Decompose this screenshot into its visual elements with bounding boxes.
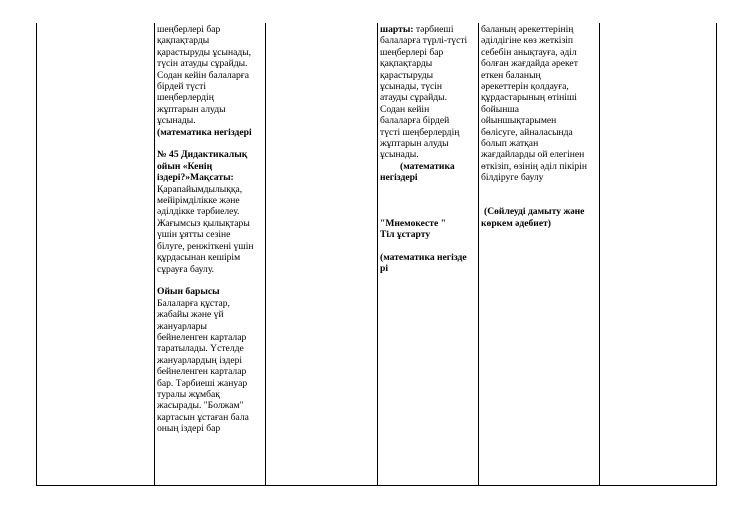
text-line: құрдасынан кешірім <box>157 252 241 264</box>
text-line: балаларға түрлі-түсті <box>380 35 468 47</box>
text-line: Жағымсыз қылықтары <box>157 217 250 229</box>
text-line: шеңберлері бар <box>380 46 444 58</box>
text-line: ойыншықтарымен <box>481 115 557 127</box>
text-line: түсті шеңберлердің <box>380 126 460 138</box>
text-line: бірдей түсті <box>157 81 206 93</box>
activity-cell-right <box>481 24 599 229</box>
text-line: Содан кейін <box>380 103 430 115</box>
text-line: бөлісуге, айналасында <box>481 126 573 138</box>
text-line: баланың әрекеттерінің <box>481 24 574 35</box>
subject-label: көркем әдебиет) <box>481 217 551 229</box>
text-line: түсін атауды сұрайды. <box>157 58 248 70</box>
text-line: білдіруге баулу <box>481 172 544 184</box>
text-line: бейнеленген карталар <box>157 331 247 343</box>
text-line: сұрауға баулу. <box>157 263 215 275</box>
column-divider <box>377 23 378 486</box>
text-line: құрдастарының өтініші <box>481 92 577 104</box>
text-line: бар. Тәрбиеші жануар <box>157 377 248 389</box>
text-line: себебін анықтауға, әділ <box>481 46 577 58</box>
text-line: бейнеленген карталар <box>157 366 247 378</box>
section-heading: Ойын барысы <box>157 286 220 298</box>
bold-label: шарты: <box>380 24 414 35</box>
text-line: атауды сұрайды. <box>380 92 447 104</box>
text-line: бойынша <box>481 103 520 115</box>
activity-cell-left <box>157 24 264 435</box>
game-title: іздері?»Мақсаты: <box>157 172 234 184</box>
text-span: тәрбиеші <box>413 24 454 35</box>
text-line: жағдайларды ой елегінен <box>481 149 585 161</box>
text-line: ұсынады. <box>380 149 419 161</box>
text-line: қақпақтарды <box>380 58 433 70</box>
column-divider <box>265 23 266 486</box>
subject-label: (математика негіздері <box>157 126 252 138</box>
column-divider <box>478 23 479 486</box>
text-line: туралы жұмбақ <box>157 388 220 400</box>
column-divider <box>599 23 600 486</box>
text-line: ұсынады, түсін <box>380 81 443 93</box>
text-line: әділдігіне көз жеткізіп <box>481 35 574 47</box>
text-line: болып жатқан <box>481 138 539 150</box>
text-line: картасын ұстаған бала <box>157 411 249 423</box>
activity-title: "Мнемокесте " <box>380 217 446 229</box>
game-title: ойын «Кенің <box>157 160 213 172</box>
text-line: ұсынады. <box>157 115 196 127</box>
text-line: Қарапайымдылыққа, <box>157 183 243 195</box>
subject-label: негіздері <box>380 172 418 184</box>
subject-label: (Сөйлеуді дамыту және <box>484 206 585 218</box>
text-line: жұптарын алуды <box>157 103 226 115</box>
text-line: жабайы және үй <box>157 309 224 321</box>
activity-cell-middle <box>380 24 477 275</box>
text-line: жануарлардың іздері <box>157 354 243 366</box>
text-line: жұптарын алуды <box>380 138 449 150</box>
text-line: жасырады. "Болжам" <box>157 400 244 412</box>
text-line: оның іздері бар <box>157 423 221 435</box>
text-line: еткен баланың <box>481 69 541 81</box>
text-line: шеңберлердің <box>157 92 214 104</box>
column-divider <box>154 23 155 486</box>
text-line: Содан кейін балаларға <box>157 69 249 81</box>
text-line: әділдікке тәрбиелеу. <box>157 206 240 218</box>
subject-label: (математика негізде <box>380 252 467 264</box>
text-line: қақпақтарды <box>157 35 210 47</box>
subject-label: рі <box>380 263 389 275</box>
text-line: қарастыруды <box>380 69 434 81</box>
game-title: № 45 Дидактикалық <box>157 149 248 161</box>
text-line: өткізіп, өзінің әділ пікірін <box>481 160 587 172</box>
text-line: мейірімділікке және <box>157 195 240 207</box>
text-line: үшін ұятты сезіне <box>157 229 231 241</box>
text-line: шеңберлері бар <box>157 24 221 35</box>
text-line: қарастыруды ұсынады, <box>157 46 252 58</box>
text-line: таратылады. Үстелде <box>157 343 244 355</box>
text-line: әрекеттерін қолдауға, <box>481 81 569 93</box>
text-line: Балаларға құстар, <box>157 297 230 309</box>
text-line: болған жағдайда әрекет <box>481 58 578 70</box>
subject-label: (математика <box>400 160 455 172</box>
text-line <box>380 24 477 35</box>
text-line: жануарлары <box>157 320 207 332</box>
text-line: балаларға бірдей <box>380 115 450 127</box>
activity-title: Тіл ұстарту <box>380 229 431 241</box>
text-line: білуге, ренжіткені үшін <box>157 240 254 252</box>
